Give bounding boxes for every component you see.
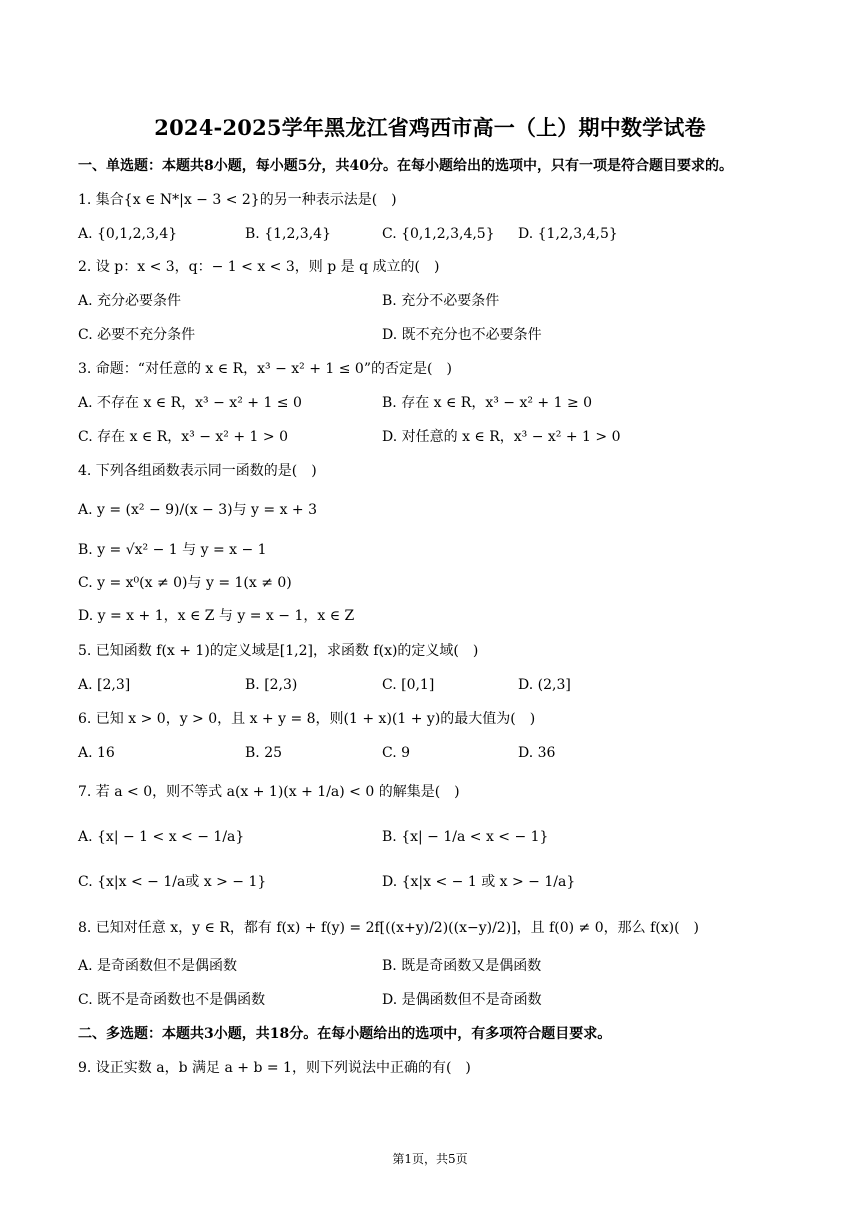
question-8-stem: 8. 已知对任意 x，y ∈ R，都有 f(x) + f(y) = 2f[((x+y)/2)((x−y)/2)]，且 f(0) ≠ 0，那么 f(x)( ): [78, 920, 699, 936]
section-heading-multiple-choice: 二、多选题：本题共3小题，共18分。在每小题给出的选项中，有多项符合题目要求。: [78, 1026, 612, 1042]
question-6-option-b: B. 25: [245, 745, 283, 761]
question-8-option-d: D. 是偶函数但不是奇函数: [382, 992, 542, 1008]
question-6-option-d: D. 36: [518, 745, 556, 761]
question-3-stem: 3. 命题：“对任意的 x ∈ R，x³ − x² + 1 ≤ 0”的否定是( ): [78, 361, 452, 377]
question-6-option-c: C. 9: [382, 745, 411, 761]
question-7-option-a: A. {x| − 1 < x < − 1/a}: [78, 829, 245, 845]
question-1-option-b: B. {1,2,3,4}: [245, 226, 331, 242]
question-8-option-a: A. 是奇函数但不是偶函数: [78, 958, 238, 974]
question-4-stem: 4. 下列各组函数表示同一函数的是( ): [78, 463, 317, 479]
question-5-stem: 5. 已知函数 f(x + 1)的定义域是[1,2]，求函数 f(x)的定义域( ): [78, 643, 479, 659]
question-9-stem: 9. 设正实数 a，b 满足 a + b = 1，则下列说法中正确的有( ): [78, 1060, 471, 1076]
question-3-option-d: D. 对任意的 x ∈ R，x³ − x² + 1 > 0: [382, 429, 621, 445]
page-footer: 第1页，共5页: [392, 1152, 468, 1166]
question-7-option-c: C. {x|x < − 1/a或 x > − 1}: [78, 874, 267, 890]
question-4-option-a: A. y = (x² − 9)/(x − 3)与 y = x + 3: [78, 502, 318, 518]
question-2-stem: 2. 设 p：x < 3，q：− 1 < x < 3，则 p 是 q 成立的( ): [78, 259, 440, 275]
question-5-option-a: A. [2,3]: [78, 677, 131, 693]
question-2-option-a: A. 充分必要条件: [78, 293, 182, 309]
question-5-option-d: D. (2,3]: [518, 677, 571, 693]
question-5-option-c: C. [0,1]: [382, 677, 435, 693]
question-1-stem: 1. 集合{x ∈ N*|x − 3 < 2}的另一种表示法是( ): [78, 192, 397, 208]
question-1-option-c: C. {0,1,2,3,4,5}: [382, 226, 495, 242]
question-8-option-c: C. 既不是奇函数也不是偶函数: [78, 992, 266, 1008]
section-heading-single-choice: 一、单选题：本题共8小题，每小题5分，共40分。在每小题给出的选项中，只有一项是符合题目要求的。: [78, 158, 733, 174]
question-4-option-b: B. y = √x² − 1 与 y = x − 1: [78, 542, 267, 558]
question-8-option-b: B. 既是奇函数又是偶函数: [382, 958, 542, 974]
question-3-option-a: A. 不存在 x ∈ R，x³ − x² + 1 ≤ 0: [78, 395, 302, 411]
question-2-option-d: D. 既不充分也不必要条件: [382, 327, 542, 343]
question-2-option-b: B. 充分不必要条件: [382, 293, 500, 309]
question-3-option-b: B. 存在 x ∈ R，x³ − x² + 1 ≥ 0: [382, 395, 593, 411]
question-3-option-c: C. 存在 x ∈ R，x³ − x² + 1 > 0: [78, 429, 288, 445]
question-5-option-b: B. [2,3): [245, 677, 298, 693]
question-4-option-c: C. y = x⁰(x ≠ 0)与 y = 1(x ≠ 0): [78, 575, 292, 591]
page-title: 2024-2025学年黑龙江省鸡西市高一（上）期中数学试卷: [154, 115, 706, 140]
question-7-stem: 7. 若 a < 0，则不等式 a(x + 1)(x + 1/a) < 0 的解集是( ): [78, 784, 460, 800]
question-7-option-d: D. {x|x < − 1 或 x > − 1/a}: [382, 874, 576, 890]
question-1-option-d: D. {1,2,3,4,5}: [518, 226, 618, 242]
question-6-option-a: A. 16: [78, 745, 115, 761]
question-4-option-d: D. y = x + 1，x ∈ Z 与 y = x − 1，x ∈ Z: [78, 608, 355, 624]
question-6-stem: 6. 已知 x > 0，y > 0，且 x + y = 8，则(1 + x)(1 + y)的最大值为( ): [78, 711, 536, 727]
question-1-option-a: A. {0,1,2,3,4}: [78, 226, 178, 242]
question-7-option-b: B. {x| − 1/a < x < − 1}: [382, 829, 549, 845]
question-2-option-c: C. 必要不充分条件: [78, 327, 196, 343]
